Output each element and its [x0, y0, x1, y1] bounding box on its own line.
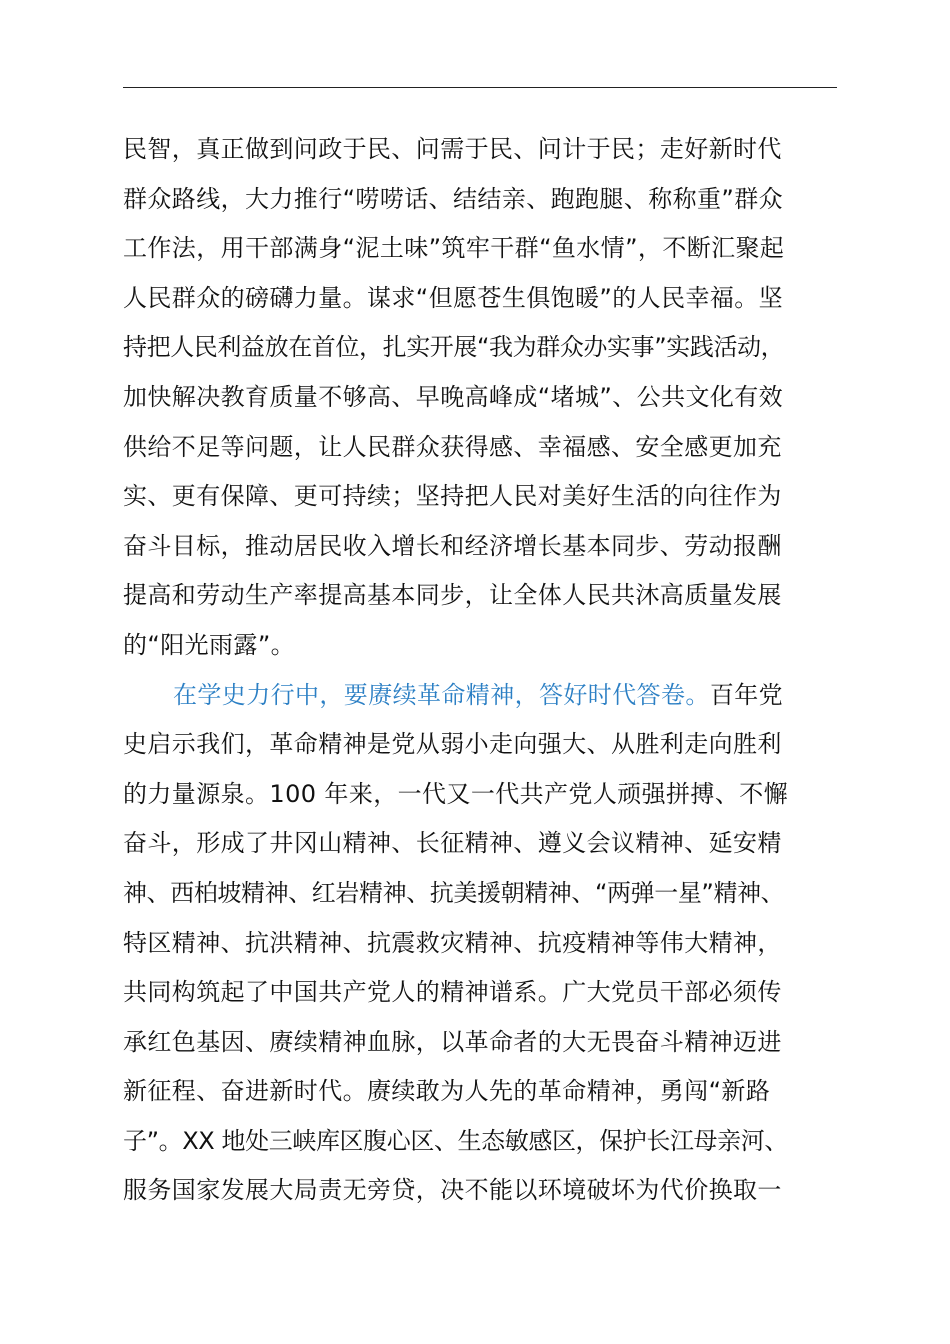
text-line: 新征程、奋进新时代。赓续敢为人先的革命精神，勇闯“新路: [123, 1077, 771, 1106]
text-line: 实、更有保障、更可持续；坚持把人民对美好生活的向往作为: [123, 482, 782, 511]
text-line: 群众路线，大力推行“唠唠话、结结亲、跑跑腿、称称重”群众: [123, 184, 784, 213]
text-line: 人民群众的磅礴力量。谋求“但愿苍生俱饱暖”的人民幸福。坚: [123, 283, 784, 312]
text-line: 承红色基因、赓续精神血脉，以革命者的大无畏奋斗精神迈进: [123, 1027, 782, 1056]
text-line: 供给不足等问题，让人民群众获得感、幸福感、安全感更加充: [123, 432, 782, 461]
paragraph-1: [123, 125, 848, 671]
paragraph-heading: 在学史力行中，要赓续革命精神，答好时代答卷。: [173, 680, 710, 709]
text-line: 共同构筑起了中国共产党人的精神谱系。广大党员干部必须传: [123, 978, 782, 1007]
text-line: 子”。XX 地处三峡库区腹心区、生态敏感区，保护长江母亲河、: [123, 1126, 788, 1155]
text-line: 民智，真正做到问政于民、问需于民、问计于民；走好新时代: [123, 135, 782, 163]
text-line: 工作法，用干部满身“泥土味”筑牢干群“鱼水情”，不断汇聚起: [123, 234, 785, 263]
text-line: 神、西柏坡精神、红岩精神、抗美援朝精神、“两弹一星”精神、: [123, 878, 785, 907]
text-line: 提高和劳动生产率提高基本同步，让全体人民共沐高质量发展: [123, 581, 782, 610]
document-body: [123, 125, 848, 1216]
text-line: 史启示我们，革命精神是党从弱小走向强大、从胜利走向胜利: [123, 730, 782, 759]
text-line: 奋斗目标，推动居民收入增长和经济增长基本同步、劳动报酬: [123, 531, 782, 560]
text-line: 特区精神、抗洪精神、抗震救灾精神、抗疫精神等伟大精神，: [123, 928, 782, 957]
text-line: 的“阳光雨露”。: [123, 630, 296, 659]
text-line: 服务国家发展大局责无旁贷，决不能以环境破坏为代价换取一: [123, 1176, 782, 1205]
paragraph-2: [123, 671, 848, 1217]
text-line: 奋斗，形成了井冈山精神、长征精神、遵义会议精神、延安精: [123, 829, 782, 858]
text-line: [123, 671, 848, 721]
header-rule: [123, 87, 837, 88]
text-line: 持把人民利益放在首位，扎实开展“我为群众办实事”实践活动，: [123, 333, 785, 362]
text-line: 的力量源泉。100 年来，一代又一代共产党人顽强拼搏、不懈: [123, 779, 789, 808]
heading-continuation: 百年党: [709, 680, 784, 709]
text-line: 加快解决教育质量不够高、早晚高峰成“堵城”、公共文化有效: [123, 382, 784, 411]
